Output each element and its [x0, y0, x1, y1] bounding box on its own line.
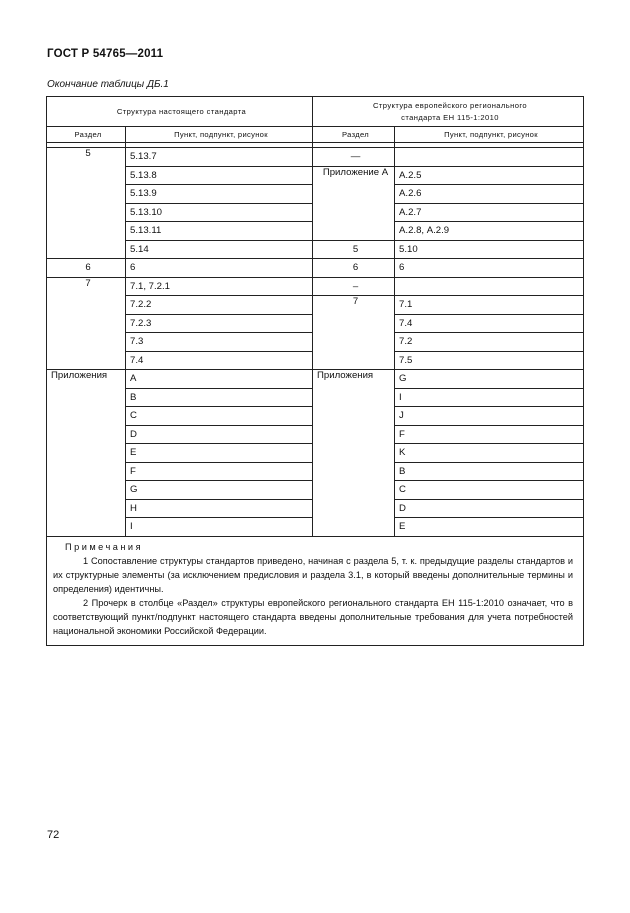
clause-cell: 7.4 [126, 351, 313, 370]
clause-cell: E [395, 518, 584, 537]
section-cell: 7 [313, 296, 395, 370]
clause-cell: G [395, 370, 584, 389]
clause-cell: 5.10 [395, 240, 584, 259]
clause-cell: J [395, 407, 584, 426]
clause-cell: 5.13.9 [126, 185, 313, 204]
table-row [47, 259, 584, 278]
clause-cell: 5.13.10 [126, 203, 313, 222]
table-row [47, 277, 584, 296]
clause-cell: 5.13.8 [126, 166, 313, 185]
header-european-standard [313, 97, 584, 127]
subheader-clause-right: Пункт, подпункт, рисунок [395, 127, 584, 143]
table-row [47, 240, 584, 259]
clause-cell: 6 [126, 259, 313, 278]
clause-cell: D [126, 425, 313, 444]
clause-cell: A [126, 370, 313, 389]
section-cell: 5 [47, 148, 126, 259]
clause-cell: C [126, 407, 313, 426]
clause-cell: H [126, 499, 313, 518]
notes-title: Примечания [65, 541, 144, 552]
clause-cell [395, 277, 584, 296]
clause-cell: C [395, 481, 584, 500]
table-caption: Окончание таблицы ДБ.1 [47, 79, 169, 90]
clause-cell: 7.2.2 [126, 296, 313, 315]
clause-cell: F [126, 462, 313, 481]
subheader-section-right: Раздел [313, 127, 395, 143]
section-cell: – [313, 277, 395, 296]
clause-cell: 7.1 [395, 296, 584, 315]
clause-cell: G [126, 481, 313, 500]
clause-cell: 5.13.11 [126, 222, 313, 241]
clause-cell: 7.3 [126, 333, 313, 352]
clause-cell: K [395, 444, 584, 463]
section-cell: 6 [313, 259, 395, 278]
clause-cell: 5.13.7 [126, 148, 313, 167]
section-cell: 7 [47, 277, 126, 370]
section-cell: Приложения [47, 370, 126, 537]
notes-cell [47, 536, 584, 645]
section-cell: Приложения [313, 370, 395, 537]
clause-cell: 7.2 [395, 333, 584, 352]
clause-cell: А.2.5 [395, 166, 584, 185]
table-row [47, 148, 584, 167]
subheader-clause-left: Пункт, подпункт, рисунок [126, 127, 313, 143]
header-current-standard: Структура настоящего стандарта [47, 97, 313, 127]
table-row [47, 166, 584, 185]
header-european-line2: стандарта ЕН 115-1:2010 [401, 112, 499, 122]
clause-cell: 7.4 [395, 314, 584, 333]
clause-cell: I [395, 388, 584, 407]
clause-cell [395, 148, 584, 167]
clause-cell: E [126, 444, 313, 463]
subheader-section-left: Раздел [47, 127, 126, 143]
clause-cell: 7.2.3 [126, 314, 313, 333]
clause-cell: B [126, 388, 313, 407]
section-cell: Приложение А [313, 166, 395, 240]
document-code: ГОСТ Р 54765—2011 [47, 48, 164, 60]
note-2: 2 Прочерк в столбце «Раздел» структуры европейского регионального стандарта ЕН 115-1:2010 означает, что в соответствующий пункт/подпункт настоящего стандарта введены дополнительные требования для учета потребностей национальной экономики Российской Федерации. [53, 597, 574, 636]
notes-row [47, 536, 584, 645]
clause-cell: А.2.6 [395, 185, 584, 204]
clause-cell: I [126, 518, 313, 537]
clause-cell: 5.14 [126, 240, 313, 259]
section-cell: 5 [313, 240, 395, 259]
clause-cell: F [395, 425, 584, 444]
clause-cell: B [395, 462, 584, 481]
header-european-line1: Структура европейского регионального [373, 100, 527, 110]
section-cell: 6 [47, 259, 126, 278]
page-number: 72 [47, 829, 60, 841]
table-row [47, 370, 584, 389]
clause-cell: D [395, 499, 584, 518]
comparison-table [46, 96, 584, 646]
clause-cell: 6 [395, 259, 584, 278]
note-1: 1 Сопоставление структуры стандартов приведено, начиная с раздела 5, т. к. предыдущие разделы стандартов и их структурные элементы (за исключением предисловия и раздела 3.1, в который введены дополнительные термины и определения) идентичны. [53, 555, 574, 594]
clause-cell: А.2.8, А.2.9 [395, 222, 584, 241]
clause-cell: 7.1, 7.2.1 [126, 277, 313, 296]
clause-cell: 7.5 [395, 351, 584, 370]
table-row [47, 296, 584, 315]
clause-cell: А.2.7 [395, 203, 584, 222]
section-cell: — [313, 148, 395, 167]
